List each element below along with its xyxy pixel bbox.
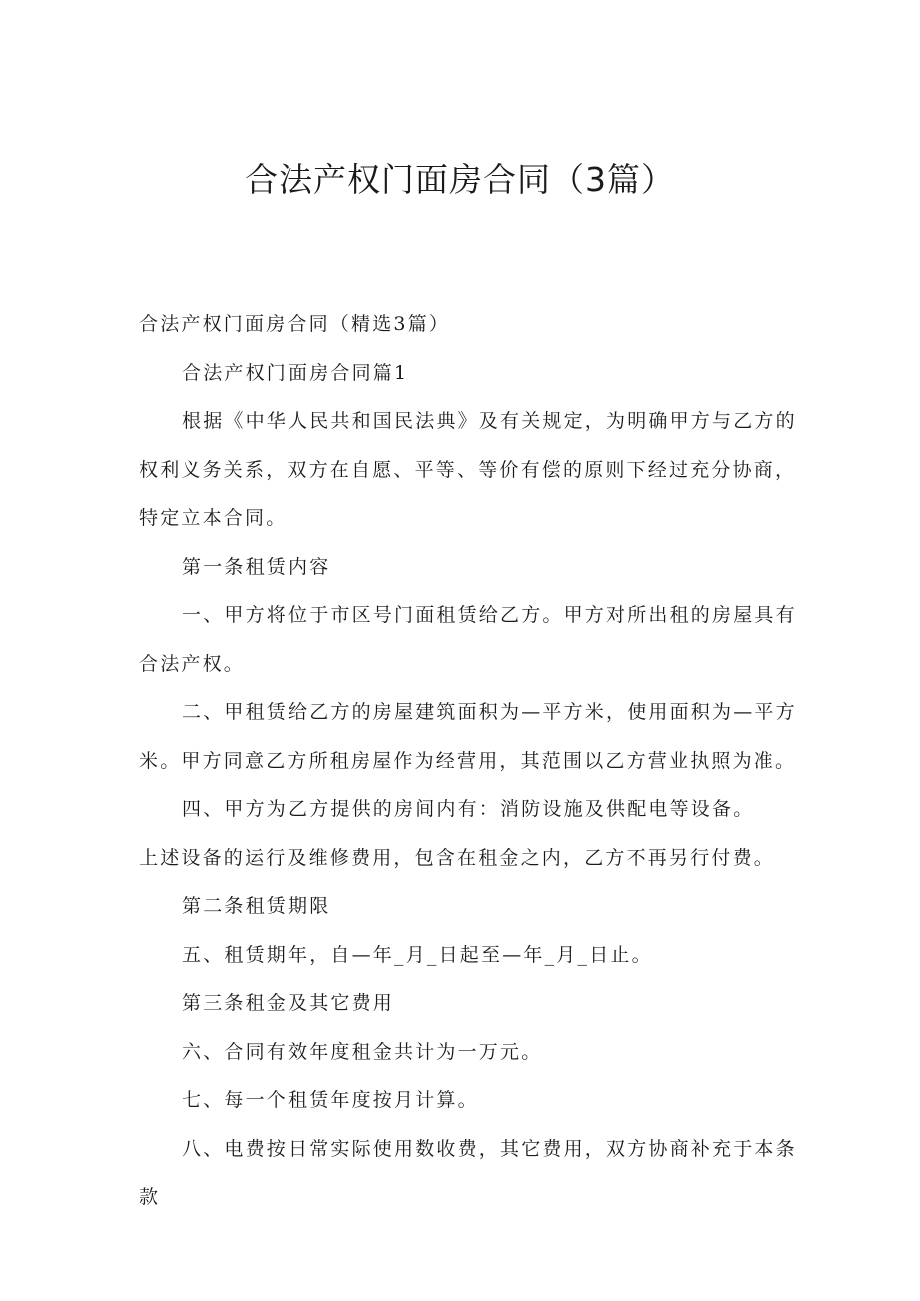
section-heading: 合法产权门面房合同篇1 — [182, 361, 409, 384]
document-title: 合法产权门面房合同（3篇） — [245, 160, 675, 199]
paragraph-item-7: 七、每一个租赁年度按月计算。 — [182, 1089, 479, 1111]
paragraph-item-1: 一、甲方将位于市区号门面租赁给乙方。甲方对所出租的房屋具有合法产权。 — [139, 604, 797, 675]
document-body — [139, 300, 799, 1222]
paragraph-item-5: 五、租赁期年，自—年_月_日起至—年_月_日止。 — [182, 943, 653, 966]
paragraph-item-4-continued: 上述设备的运行及维修费用，包含在租金之内，乙方不再另行付费。 — [139, 846, 776, 869]
paragraph-intro: 根据《中华人民共和国民法典》及有关规定，为明确甲方与乙方的权利义务关系，双方在自愿、平等、等价有偿的原则下经过充分协商，特定立本合同。 — [139, 410, 797, 529]
paragraph-item-8: 八、电费按日常实际使用数收费，其它费用，双方协商补充于本条款 — [139, 1137, 797, 1208]
article-1-heading: 第一条租赁内容 — [182, 555, 331, 578]
article-3-heading: 第三条租金及其它费用 — [182, 992, 395, 1014]
document-subtitle: 合法产权门面房合同（精选3篇） — [139, 313, 451, 335]
paragraph-item-6: 六、合同有效年度租金共计为一万元。 — [182, 1040, 543, 1063]
article-2-heading: 第二条租赁期限 — [182, 895, 331, 917]
paragraph-item-2: 二、甲租赁给乙方的房屋建筑面积为—平方米，使用面积为—平方米。甲方同意乙方所租房屋作为经营用，其范围以乙方营业执照为准。 — [139, 701, 797, 772]
paragraph-item-4: 四、甲方为乙方提供的房间内有：消防设施及供配电等设备。 — [182, 798, 755, 820]
